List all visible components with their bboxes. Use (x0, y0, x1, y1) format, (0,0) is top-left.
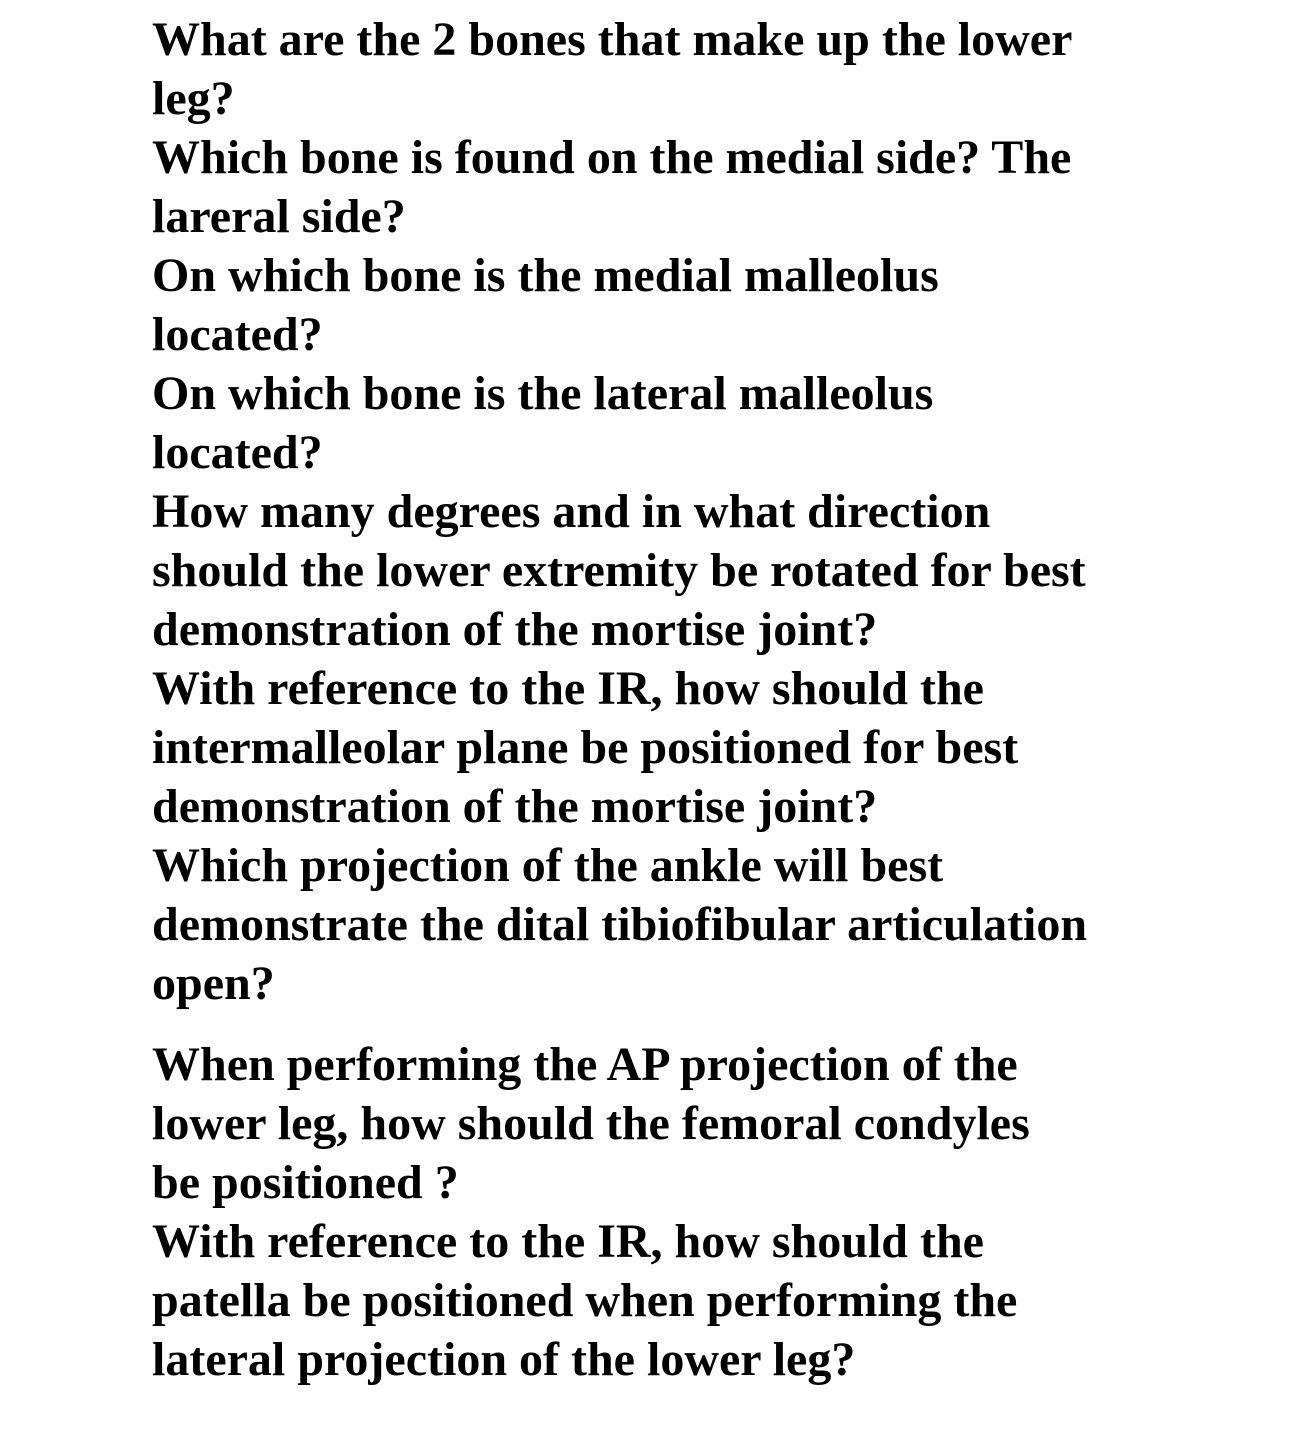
text-line: intermalleolar plane be positioned for best (152, 721, 1019, 774)
text-line: With reference to the IR, how should the (152, 1215, 984, 1268)
text-line: How many degrees and in what direction (152, 485, 991, 538)
text-line: open? (152, 957, 275, 1010)
text-line: Which projection of the ankle will best (152, 839, 944, 892)
text-line: lower leg, how should the femoral condyles (152, 1097, 1030, 1150)
text-line: Which bone is found on the medial side? The (152, 131, 1072, 184)
question-block-1 (152, 10, 1152, 1013)
question-document (152, 10, 1152, 1389)
text-line: lateral projection of the lower leg? (152, 1333, 856, 1386)
question-block-2 (152, 1035, 1152, 1389)
text-line: demonstration of the mortise joint? (152, 603, 878, 656)
text-line: leg? (152, 72, 235, 125)
text-line: should the lower extremity be rotated for best (152, 544, 1086, 597)
text-line: With reference to the IR, how should the (152, 662, 984, 715)
paragraph-gap (152, 1013, 1152, 1035)
text-line: demonstrate the dital tibiofibular articulation (152, 898, 1088, 951)
text-line: When performing the AP projection of the (152, 1038, 1018, 1091)
text-line: demonstration of the mortise joint? (152, 780, 878, 833)
text-line: be positioned ? (152, 1156, 459, 1209)
text-line: patella be positioned when performing the (152, 1274, 1018, 1327)
text-line: located? (152, 426, 323, 479)
text-line: located? (152, 308, 323, 361)
text-line: On which bone is the medial malleolus (152, 249, 939, 302)
text-line: On which bone is the lateral malleolus (152, 367, 934, 420)
text-line: What are the 2 bones that make up the lower (152, 13, 1073, 66)
text-line: lareral side? (152, 190, 406, 243)
